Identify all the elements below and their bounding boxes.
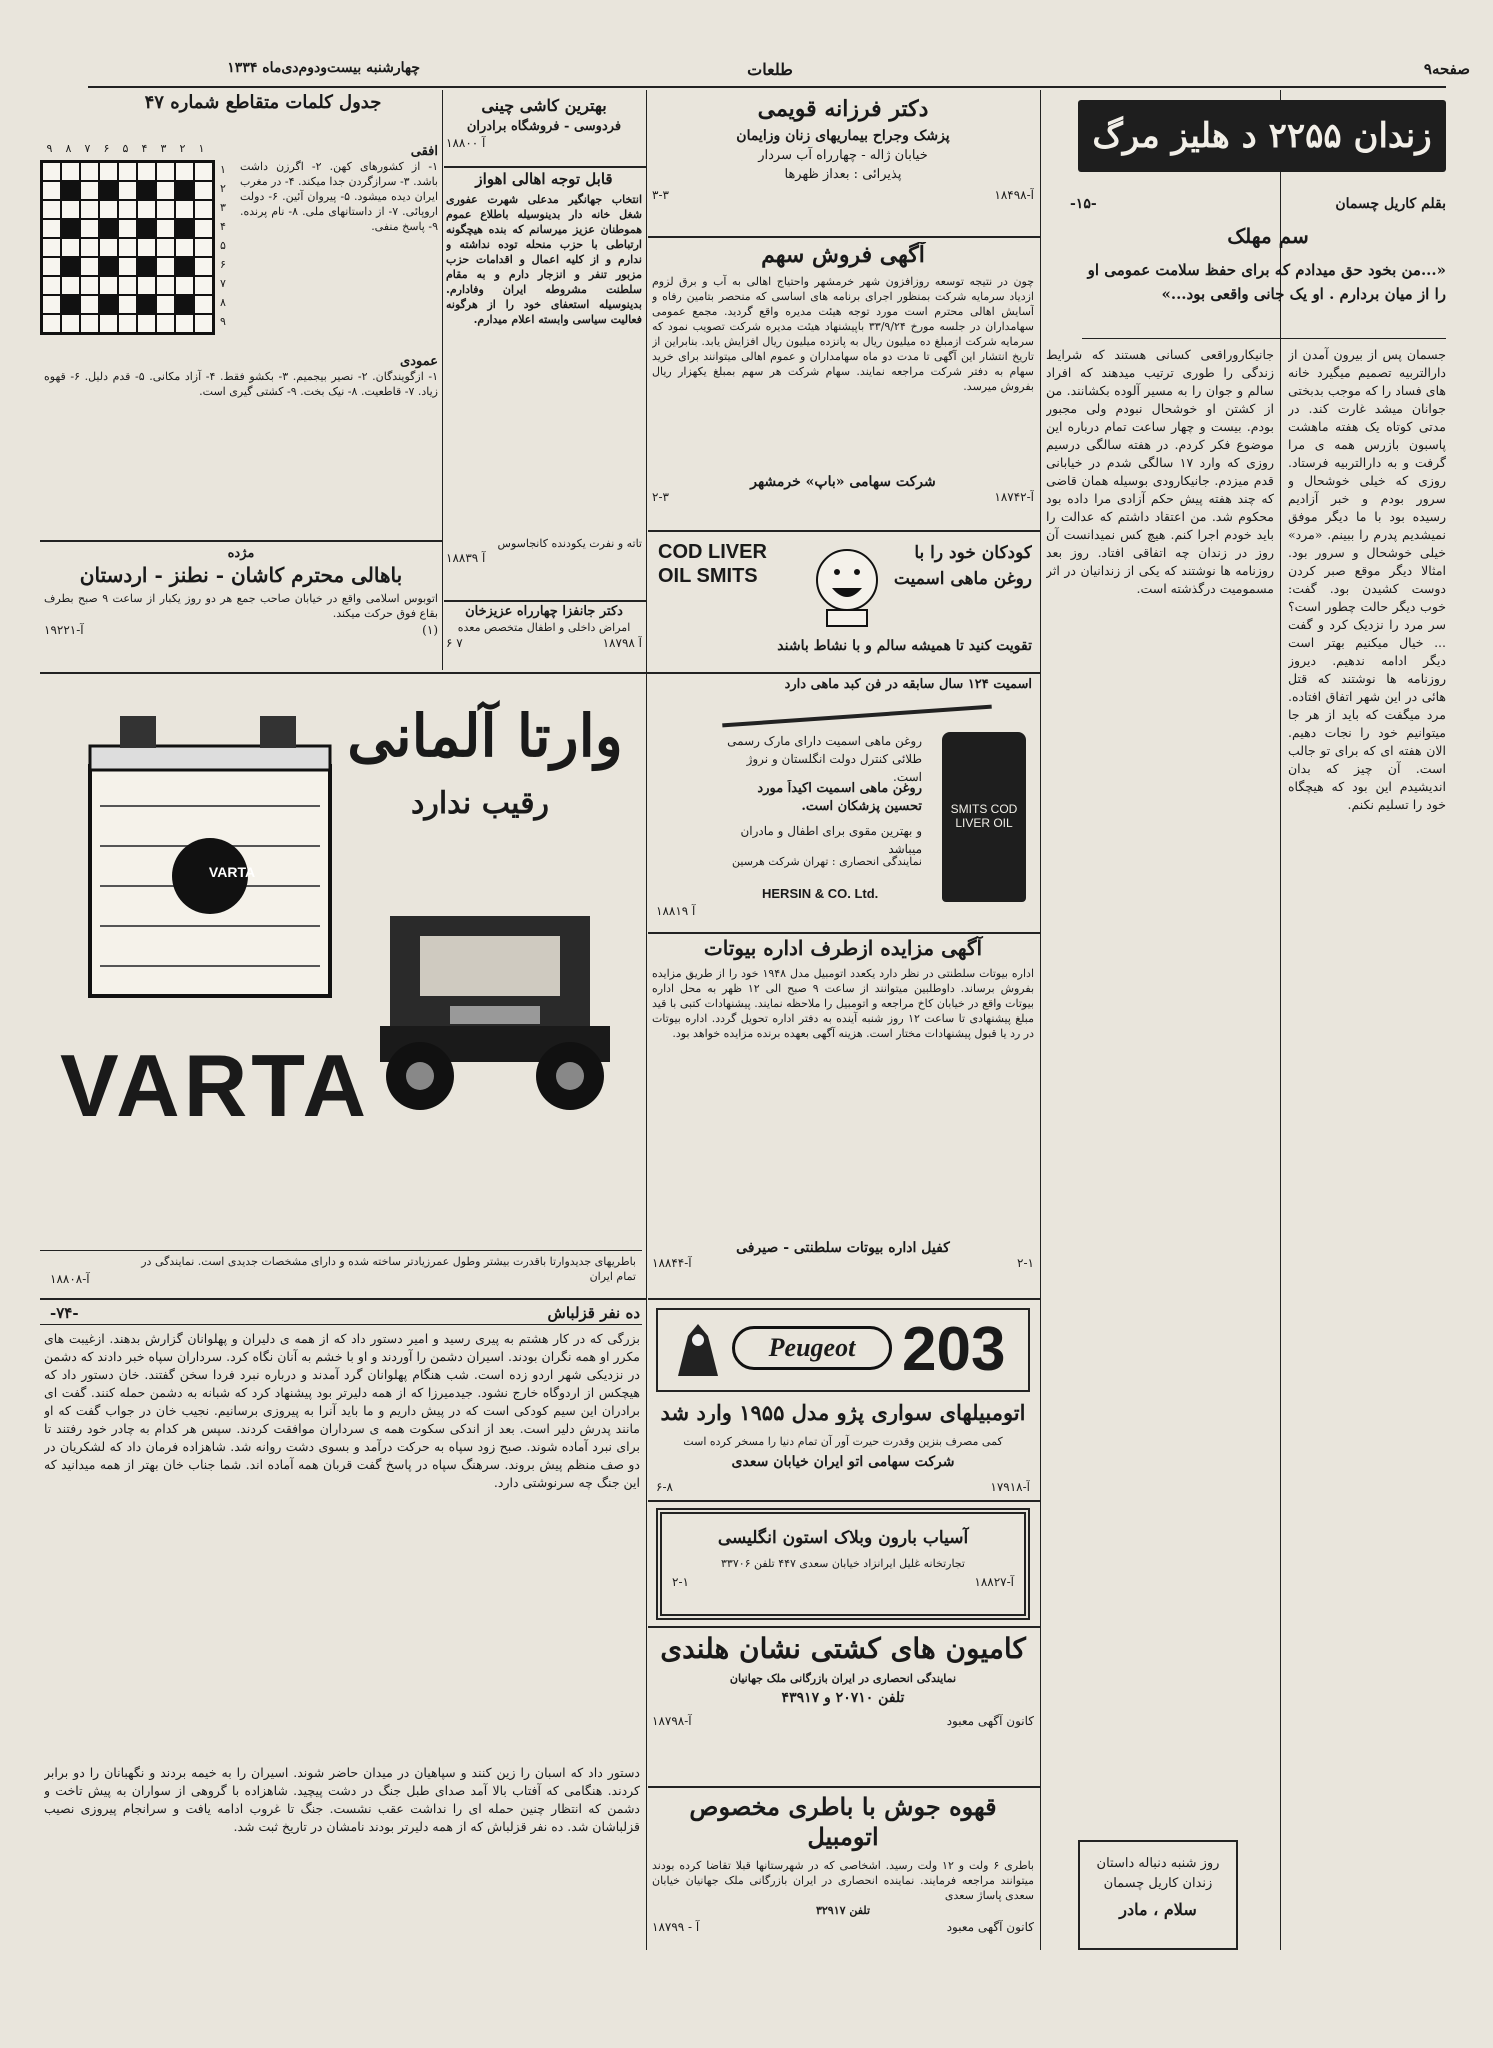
auction-title: آگهی مزایده ازطرف اداره بیوتات xyxy=(703,936,983,960)
crossword-across xyxy=(240,140,438,350)
crossword-cell[interactable] xyxy=(42,276,61,295)
ahvaz-sign: تاته و نفرت یکودنده کانجاسوس xyxy=(497,537,642,550)
serial-lead: «...من بخود حق میدادم که برای حفظ سلامت عمومی او را از میان بردارم . او یک جانی واقعی بود...» xyxy=(1087,261,1446,303)
crossword-col-number: ۷ xyxy=(84,142,91,155)
crossword-row-number: ۲ xyxy=(220,182,226,195)
crossword-cell[interactable] xyxy=(42,181,61,200)
crossword-cell[interactable] xyxy=(61,276,80,295)
crossword-cell[interactable] xyxy=(118,295,137,314)
serial-author: بقلم کاریل چسمان xyxy=(1335,196,1446,212)
crossword-black-cell xyxy=(137,181,156,200)
share-title: آگهی فروش سهم xyxy=(761,242,925,268)
crossword-black-cell xyxy=(137,257,156,276)
share-code: آ-۱۸۷۴۲ xyxy=(994,490,1034,504)
serial-text-right: جسمان پس از بیرون آمدن از دارالتربیه تصمیم میگیرد خانه های فساد را که موجب بدبختی جوانان میشد غارت کند. در مدتی کوتاه یک هفته ماهشت پاسبون بازرس همه ی مرا گرفت و به دارالتربیه فرستاد. روزی که خیلی خوشحال و سرور بودم و خبر آزادیم رسیده بود با ما دیگر موفق نمیشدیم پدرم را ببینم. «مرد» خیلی خوشحال و سرور بود. امثالا دیگر موقع صبر کردن دوست کشیدن بود. گفت: خوب دیگر حالت چطور است؟ سر مرد را نزدیک کرد و گفت ... خیال میکنیم بهتر است دیگر ادامه ندهیم. دیروز روزنامه ها نوشتند که قتل هائی در این شهر اتفاق افتاده. مرد میگفت که باید از هر جا میتوانیم خود را نجات دهیم. الان هفته ای که برای تو جالب است. آن چیز که بدان اندیشیدم این بود که هیچگاه خود را تسلیم نکنم. xyxy=(1288,347,1446,812)
crossword-down xyxy=(44,350,438,470)
peugeot-body: کمی مصرف بنزین وقدرت حیرت آور آن تمام دنیا را مسخر کرده است xyxy=(683,1435,1003,1448)
crossword-cell[interactable] xyxy=(194,276,213,295)
truck-code: آ-۱۸۷۹۸ xyxy=(652,1714,692,1728)
crossword-cell[interactable] xyxy=(156,238,175,257)
cod-bottle: SMITS COD LIVER OIL xyxy=(942,732,1026,902)
mill-ad xyxy=(656,1508,1030,1620)
peugeot-headline: اتومبیلهای سواری پژو مدل ۱۹۵۵ وارد شد xyxy=(660,1400,1026,1425)
crossword-cell[interactable] xyxy=(137,276,156,295)
serial-next-text: روز شنبه دنباله داستان زندان کاریل چسمان xyxy=(1096,1856,1220,1891)
crossword-black-cell xyxy=(175,219,194,238)
cod-body-1: روغن ماهی اسمیت دارای مارک رسمی طلائی کنترل دولت انگلستان و نروژ است. xyxy=(727,734,922,784)
crossword-cell[interactable] xyxy=(194,295,213,314)
crossword-cell[interactable] xyxy=(137,200,156,219)
crossword-col-number: ۱ xyxy=(198,142,205,155)
crossword-cell[interactable] xyxy=(194,162,213,181)
crossword-cell[interactable] xyxy=(175,276,194,295)
coffee-code2: کانون آگهی معبود xyxy=(946,1920,1034,1934)
coffee-pot-ad xyxy=(652,1792,1034,1952)
crossword-row-number: ۱ xyxy=(220,163,226,176)
crossword-black-cell xyxy=(99,219,118,238)
crossword-grid xyxy=(40,160,215,335)
peugeot-code2: ۶-۸ xyxy=(656,1480,673,1494)
dutch-truck-ad xyxy=(652,1632,1034,1772)
crossword-cell[interactable] xyxy=(118,162,137,181)
crossword-cell[interactable] xyxy=(156,162,175,181)
kashan-body: اتوبوس اسلامی واقع در خیابان صاحب جمع هر دو روز یکبار از ساعت ۹ صبح بطرف بقاع فوق حرکت میکند. xyxy=(44,592,438,620)
crossword-row-number: ۹ xyxy=(220,315,226,328)
auction-body: اداره بیوتات سلطنتی در نظر دارد یکعدد اتومبیل مدل ۱۹۴۸ خود را از طریق مزایده بفروش برساند. داوطلبین میتوانند از ساعت ۹ صبح الی ۱۲ ظهر به محل اداره بیوتات واقع در خیابان کاخ مراجعه و اتومبیل را ملاحظه نمایند. پیشنهادات کتبی با قید مبلغ پیشنهادی تا ساعت ۱۲ روز شنبه آینده به دفتر اداره تحویل گردد. اداره بیوتات در رد یا قبول پیشنهادات مختار است. هزینه آگهی بعهده برنده مزایده خواهد بود. xyxy=(652,967,1034,1040)
crossword-cell[interactable] xyxy=(80,238,99,257)
cod-liver-oil-ad xyxy=(652,536,1034,926)
crossword-row-number: ۵ xyxy=(220,239,226,252)
doctor2-title: دکتر جانفزا چهارراه عزیزخان xyxy=(465,604,623,619)
crossword-row-number: ۶ xyxy=(220,258,226,271)
crossword-cell[interactable] xyxy=(194,181,213,200)
coffee-code: آ - ۱۸۷۹۹ xyxy=(652,1920,700,1934)
crossword-cell[interactable] xyxy=(175,314,194,333)
peugeot-model: 203 xyxy=(902,1315,1006,1384)
varta-headline: وارتا آلمانی xyxy=(347,702,623,770)
crossword-cell[interactable] xyxy=(156,200,175,219)
ahvaz-notice-ad xyxy=(446,170,642,590)
crossword-cell[interactable] xyxy=(61,200,80,219)
cod-body-2: روغن ماهی اسمیت اکیداً مورد تحسین پزشکان است. xyxy=(757,781,922,814)
peugeot-brand: Peugeot xyxy=(732,1326,892,1370)
crossword-cell[interactable] xyxy=(175,162,194,181)
crossword-cell[interactable] xyxy=(42,238,61,257)
crossword-cell[interactable] xyxy=(42,257,61,276)
mill-code2: ۲-۱ xyxy=(672,1575,689,1589)
crossword-cell[interactable] xyxy=(42,295,61,314)
crossword-cell[interactable] xyxy=(99,238,118,257)
cod-headline: کودکان خود را با روغن ماهی اسمیت xyxy=(893,543,1032,589)
doctor-hours: پذیرائی : بعداز ظهرها xyxy=(784,167,902,182)
crossword-cell[interactable] xyxy=(99,314,118,333)
page-number: صفحه۹ xyxy=(1423,60,1470,78)
crossword-cell[interactable] xyxy=(80,276,99,295)
laughing-child-icon xyxy=(802,540,892,630)
doctor-specialty: پزشک وجراح بیماریهای زنان وزایمان xyxy=(736,128,950,144)
crossword-cell[interactable] xyxy=(175,200,194,219)
crossword-cell[interactable] xyxy=(80,314,99,333)
crossword-cell[interactable] xyxy=(42,219,61,238)
crossword-black-cell xyxy=(99,181,118,200)
coffee-phone: تلفن ۳۲۹۱۷ xyxy=(815,1904,871,1917)
china-code: آ ۱۸۸۰۰ xyxy=(446,136,486,150)
crossword-cell[interactable] xyxy=(194,200,213,219)
doctor-address: خیابان ژاله - چهارراه آب سردار xyxy=(758,148,928,163)
crossword-title: جدول کلمات متقاطع شماره ۴۷ xyxy=(144,92,382,113)
varta-battery-ad xyxy=(40,676,642,1292)
peugeot-ad xyxy=(652,1304,1034,1500)
serial2-title: ده نفر قزلباش xyxy=(547,1304,640,1322)
lion-emblem-icon xyxy=(668,1316,728,1386)
varta-code: آ-۱۸۸۰۸ xyxy=(50,1272,90,1286)
cod-years: اسمیت ۱۲۴ سال سابقه در فن کبد ماهی دارد xyxy=(784,677,1032,692)
crossword-cell[interactable] xyxy=(99,200,118,219)
china-sub: فردوسی - فروشگاه برادران xyxy=(466,119,622,134)
share-code2: ۲-۳ xyxy=(652,490,669,504)
crossword-col-number: ۵ xyxy=(122,142,129,155)
crossword-row-numbers xyxy=(220,160,236,335)
china-tile-ad xyxy=(446,96,642,166)
crossword-cell[interactable] xyxy=(118,200,137,219)
crossword-cell[interactable] xyxy=(42,162,61,181)
serial2-episode: -۷۴- xyxy=(50,1304,79,1322)
crossword-cell[interactable] xyxy=(118,181,137,200)
auction-ad xyxy=(652,936,1034,1296)
issue-date: چهارشنبه بیست‌ودوم‌دی‌ماه ۱۳۳۴ xyxy=(227,60,420,76)
crossword-col-number: ۹ xyxy=(46,142,53,155)
truck-title: کامیون های کشتی نشان هلندی xyxy=(660,1632,1026,1665)
doctor-name: دکتر فرزانه قویمی xyxy=(757,96,929,122)
serial-text-mid: جانیکاروراقعی کسانی هستند که شرایط زندگی را طوری ترتیب میدهند که افراد سالم و جوان را به مسیر آلوده بکشانند. من از کشتن او خوشحال نبودم ولی مجبور بودم. بیست و چهار ساعت تمام درباره این موضوع فکر کردم. در هفته سالگی درسیم روزی که وارد ۱۷ سالگی شدم در خیابانی قدم میزدم. جانیکارودی بوسیله همان قاضی که چند هفته پیش حکم آزادی مرا داده بود محکوم شد. من اعتقاد داشتم که عدالت را باید خودم اجرا کنم. هیچ کس نمیدانست آن روز در زندان چه اتفاقی افتاد. روز بعد روزنامه ها نوشتند که یکی از زندانیان در اثر مسمومیت درگذشته است. xyxy=(1046,347,1274,596)
crossword-row-number: ۳ xyxy=(220,201,226,214)
varta-caption: باطریهای جدیدوارتا باقدرت بیشتر وطول عمرزیادتر ساخته شده و دارای مشخصات جدیدی است. نمایندگی در تمام ایران xyxy=(141,1255,636,1283)
crossword-row-number: ۸ xyxy=(220,296,226,309)
crossword-cell[interactable] xyxy=(42,314,61,333)
crossword-cell[interactable] xyxy=(156,295,175,314)
kashan-headline: باهالی محترم کاشان - نطنز - اردستان xyxy=(79,563,403,587)
doctor2-nums: ۷ ۶ xyxy=(446,636,463,650)
crossword-black-cell xyxy=(137,295,156,314)
doctor-code2: ۳-۳ xyxy=(652,188,669,202)
crossword-cell[interactable] xyxy=(61,238,80,257)
cod-agent: HERSIN & CO. Ltd. xyxy=(762,886,879,901)
auction-sign: کفیل اداره بیوتات سلطنتی - صیرفی xyxy=(736,1240,950,1256)
crossword-cell[interactable] xyxy=(80,162,99,181)
crossword-cell[interactable] xyxy=(42,200,61,219)
crossword-col-number: ۲ xyxy=(179,142,186,155)
crossword-cell[interactable] xyxy=(118,257,137,276)
mill-title: آسیاب بارون وبلاک استون انگلیسی xyxy=(717,1528,969,1548)
kashan-bus-ad xyxy=(44,546,438,666)
share-company: شرکت سهامی «باپ» خرمشهر xyxy=(750,474,936,490)
doctor-ad xyxy=(652,96,1034,242)
crossword-black-cell xyxy=(137,219,156,238)
crossword-cell[interactable] xyxy=(156,257,175,276)
down-clues: ۱- ازگویندگان. ۲- نصیر بیجمیم. ۳- بکشو فقط. ۴- آزاد مکانی. ۵- قدم دلیل. ۶- قهوه زیاد. ۷- قاطعیت. ۸- نیک بخت. ۹- کشتی گیری است. xyxy=(44,370,438,398)
doctor2-code: آ ۱۸۷۹۸ xyxy=(602,636,642,650)
varta-brand: VARTA xyxy=(60,1036,371,1135)
crossword-cell[interactable] xyxy=(61,314,80,333)
cod-tagline: تقویت کنید تا همیشه سالم و با نشاط باشند xyxy=(777,638,1032,654)
crossword-cell[interactable] xyxy=(137,238,156,257)
crossword-cell[interactable] xyxy=(137,314,156,333)
crossword-black-cell xyxy=(175,295,194,314)
crossword-col-number: ۳ xyxy=(160,142,167,155)
cod-code: آ ۱۸۸۱۹ xyxy=(656,904,696,918)
serial-sign: سلام ، مادر xyxy=(1119,1900,1197,1919)
crossword-cell[interactable] xyxy=(194,314,213,333)
crossword-cell[interactable] xyxy=(194,219,213,238)
crossword-cell[interactable] xyxy=(80,257,99,276)
china-title: بهترین کاشی چینی xyxy=(481,96,607,115)
crossword-cell[interactable] xyxy=(80,219,99,238)
crossword-black-cell xyxy=(99,257,118,276)
crossword-col-number: ۸ xyxy=(65,142,72,155)
doctor-code: آ-۱۸۴۹۸ xyxy=(994,188,1034,202)
crossword-black-cell xyxy=(61,181,80,200)
mill-body: تجارتخانه غلیل ایرانزاد خیابان سعدی ۴۴۷ تلفن ۳۳۷۰۶ xyxy=(721,1557,965,1570)
serial-episode: -۱۵- xyxy=(1070,196,1097,212)
crossword-cell[interactable] xyxy=(156,181,175,200)
coffee-body: باطری ۶ ولت و ۱۲ ولت رسید. اشخاصی که در شهرستانها قبلا تقاضا کرده بودند میتوانند مراجعه فرمایند. نماینده انحصاری در ایران بازرگانی ملک جهانیان خیابان سعدی پاساژ سعدی xyxy=(652,1859,1034,1902)
crossword-black-cell xyxy=(175,257,194,276)
across-label: افقی xyxy=(410,144,438,159)
serial2-text: بزرگی که در کار هشتم به پیری رسید و امیر دستور داد که از همه ی دلیران و پهلوانان گزارش بدهند. ازغیبت های مکرر او همه نگران بودند. اسیران دشمن را آوردند و او با خشم به آنان نگاه کرد. سرداران سپاه خبر دادند که دشمن در نزدیکی شهر اردو زده است. شب هنگام پهلوانان گرد آمدند و درباره نبرد فردا سخن گفتند. خان دستور داد که هیچکس از اردوگاه خارج نشود. جیدمیرزا که از همه دلیرتر بود پیشنهاد کرد که شبانه به دشمن حمله کنند. گفت ای برادران این سیم کودکی است که در پیش داریم و ما باید آنرا به پیروزی برسانیم. نجیب خان در جواب گفت که او مانند پدرش دلیر است. بعد از اندکی سکوت همه ی سرداران موافقت کردند. سپس هر کدام به چادر خود رفتند تا برای نبرد آماده شوند. صبح زود سپاه به حرکت درآمد و بسوی دشت روانه شد. شاهزاده فرمان داد که لشکریان در دو صف منظم پیش بروند. سرهنگ سپاه در پاسخ گفت قربان همه آماده اند. شما جناب خان بهتر از همه میدانید که این جنگ چه سرنوشتی دارد. xyxy=(44,1331,640,1490)
doctor2-sub: امراض داخلی و اطفال متخصص معده xyxy=(457,621,631,634)
coffee-title: قهوه جوش با باطری مخصوص اتومبیل xyxy=(689,1792,997,1851)
mill-code: آ-۱۸۸۲۷ xyxy=(974,1575,1014,1589)
battery-logo: VARTA xyxy=(208,864,256,880)
serial-subtitle: سم مهلک xyxy=(1227,224,1309,248)
cod-agent-fa: نمایندگی انحصاری : تهران شرکت هرسین xyxy=(732,855,922,868)
auction-code2: ۲-۱ xyxy=(1017,1256,1034,1270)
crossword-cell[interactable] xyxy=(99,162,118,181)
crossword-col-number: ۴ xyxy=(141,142,148,155)
crossword-cell[interactable] xyxy=(156,314,175,333)
cod-body-3: و بهترین مقوی برای اطفال و مادران میباشد xyxy=(740,824,922,856)
crossword-black-cell xyxy=(175,181,194,200)
ahvaz-code: آ ۱۸۸۳۹ xyxy=(446,551,486,565)
crossword-cell[interactable] xyxy=(118,314,137,333)
peugeot-code: آ-۱۷۹۱۸ xyxy=(990,1480,1030,1494)
crossword-cell[interactable] xyxy=(61,162,80,181)
kashan-code2: (۱) xyxy=(422,623,438,637)
crossword-cell[interactable] xyxy=(118,276,137,295)
crossword-row-number: ۴ xyxy=(220,220,226,233)
crossword-cell[interactable] xyxy=(80,200,99,219)
crossword-cell[interactable] xyxy=(80,295,99,314)
serial2-text-2: دستور داد که اسبان را زین کنند و سپاهیان در میدان حاضر شوند. اسیران را به خیمه بردند و نگهبانان را دو برابر کردند. هنگامی که آفتاب بالا آمد صدای طبل جنگ در دشت پیچید. شاهزاده با گروهی از سواران به پیش تاخت و دشمن که انتظار چنین حمله ای را نداشت عقب نشست. جنگ تا غروب ادامه یافت و سرانجام پیروزی نصیب قزلباشان شد. ده نفر قزلباش که از همه دلیرتر بودند نامشان در تاریخ ثبت شد. xyxy=(44,1765,640,1834)
crossword-cell[interactable] xyxy=(194,238,213,257)
crossword-black-cell xyxy=(61,295,80,314)
ahvaz-title: قابل توجه اهالی اهواز xyxy=(475,170,613,188)
share-body: چون در نتیجه توسعه روزافزون شهر خرمشهر واحتیاج اهالی به آب و برق لزوم ازدیاد سرمایه شرکت بمنظور اجرای برنامه های اساسی که منحصر بتامین رفاه و آسایش اهالی محترم است مورد توجه هیئت مدیره واقع گردید. مجمع عمومی سهامداران در جلسه مورخ ۳۳/۹/۲۴ باپیشنهاد هیئت مدیره شرکت تصویب نمود که سرمایه شرکت ازمبلغ ده میلیون ریال به پانزده میلیون ریال افزایش یابد. بنابراین از تاریخ انتشار این آگهی تا مدت دو ماه سهامداران و عموم اهالی میتوانند برای خرید سهام به دفتر شرکت مراجعه نمایند. سهام شرکت هر سهم بمبلغ یکهزار ریال بفروش میرسد. xyxy=(652,275,1034,393)
truck-phone: تلفن ۲۰۷۱۰ و ۴۳۹۱۷ xyxy=(781,1690,905,1706)
serial-title-banner: زندان ۲۲۵۵ د هلیز مرگ xyxy=(1078,100,1446,172)
crossword-cell[interactable] xyxy=(118,219,137,238)
crossword-col-number: ۶ xyxy=(103,142,110,155)
crossword-cell[interactable] xyxy=(99,276,118,295)
crossword-cell[interactable] xyxy=(137,162,156,181)
auction-code: آ-۱۸۸۴۴ xyxy=(652,1256,692,1270)
crossword-col-numbers xyxy=(40,142,220,158)
crossword-black-cell xyxy=(61,257,80,276)
cod-en-title: COD LIVER OIL SMITS xyxy=(658,541,767,587)
paper-name: طلعات xyxy=(747,60,793,79)
kashan-code: آ-۱۹۲۲۱ xyxy=(44,623,84,637)
battery-icon xyxy=(60,696,360,1016)
down-label: عمودی xyxy=(400,354,438,369)
crossword-cell[interactable] xyxy=(194,257,213,276)
crossword-black-cell xyxy=(99,295,118,314)
doctor2-ad xyxy=(446,604,642,670)
across-clues: ۱- از کشورهای کهن. ۲- اگرزن داشت باشد. ۳- سرازگردن جدا میکند. ۴- در مغرب ایران دیده میشود. ۵- پیروان آئین. ۶- دولت اروپائی. ۷- از داستانهای ملی. ۸- نام پرنده. ۹- پاسخ منفی. xyxy=(240,160,438,233)
truck-code2: کانون آگهی معبود xyxy=(946,1714,1034,1728)
crossword-black-cell xyxy=(61,219,80,238)
crossword-cell[interactable] xyxy=(80,181,99,200)
share-sale-ad xyxy=(652,242,1034,528)
peugeot-agent: شرکت سهامی اتو ایران خیابان سعدی xyxy=(731,1454,955,1470)
crossword-cell[interactable] xyxy=(175,238,194,257)
kashan-title: مژده xyxy=(227,546,255,561)
varta-sub: رقیب ندارد xyxy=(410,786,550,821)
crossword-cell[interactable] xyxy=(156,219,175,238)
crossword-cell[interactable] xyxy=(118,238,137,257)
ahvaz-body: انتخاب جهانگیر مدعلی شهرت عفوری شغل خانه دار بدینوسیله باطلاع عموم هموطنان عزیز میرسانم که بنده هیچگونه ارتباطی با حزب منحله توده نداشته و ندارم و از کلیه اعمال و اقدامات حزب مزبور تنفر و انزجار دارم و به مقام سلطنت مشروطه ایران وفادارم. بدینوسیله استعفای خود را از هرگونه فعالیت سیاسی وابسته اعلام میدارم. xyxy=(446,193,642,326)
truck-sub: نمایندگی انحصاری در ایران بازرگانی ملک جهانیان xyxy=(729,1672,957,1685)
serial-next-box xyxy=(1078,1840,1238,1950)
crossword-row-number: ۷ xyxy=(220,277,226,290)
crossword-cell[interactable] xyxy=(156,276,175,295)
